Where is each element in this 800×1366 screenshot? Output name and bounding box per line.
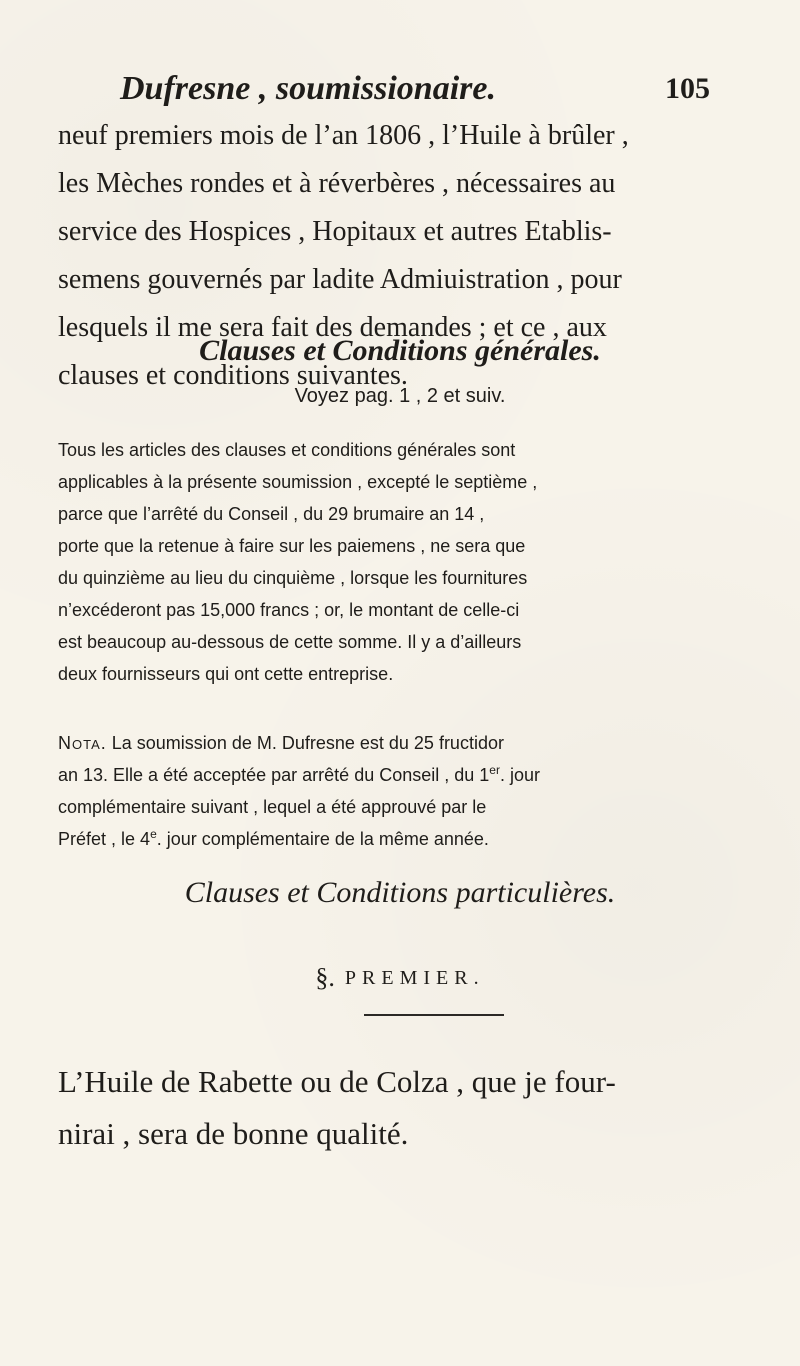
nota-text: Préfet , le 4 [58,829,151,849]
intro-line: clauses et conditions suivantes. [58,360,408,391]
intro-line: semens gouvernés par ladite Admiuistration , pour [58,264,622,295]
general-line: applicables à la présente soumission , excepté le septième , [58,472,538,492]
nota-line [58,823,744,855]
intro-line: service des Hospices , Hopitaux et autres Etablis- [58,216,612,247]
general-line: deux fournisseurs qui ont cette entreprise. [58,664,394,684]
particular-paragraph [58,1056,744,1160]
section-rule [364,1014,504,1016]
nota-line: complémentaire suivant , lequel a été approuvé par le [58,797,487,817]
intro-line: neuf premiers mois de l’an 1806 , l’Huile à brûler , [58,120,629,151]
particular-line: L’Huile de Rabette ou de Colza , que je four- [58,1064,616,1099]
nota-line [58,759,744,791]
nota-text: an 13. Elle a été acceptée par arrêté du Conseil , du 1 [58,765,490,785]
general-clauses-heading: Clauses et Conditions générales. [199,334,601,367]
page-reference: Voyez pag. 1 , 2 et suiv. [294,385,506,407]
nota-line [58,727,744,759]
running-head-title: Dufresne , soumissionaire. [120,70,496,107]
nota-text: La soumission de M. Dufresne est du 25 fructidor [106,733,504,753]
page-number: 105 [665,72,710,105]
nota-label: Nota. [58,733,107,753]
section-label: PREMIER. [344,967,485,989]
particular-line: nirai , sera de bonne qualité. [58,1116,409,1151]
general-line: du quinzième au lieu du cinquième , lorsque les fournitures [58,568,528,588]
intro-line: les Mèches rondes et à réverbères , nécessaires au [58,168,616,199]
general-line: Tous les articles des clauses et conditions générales sont [58,440,516,460]
general-line: n’excéderont pas 15,000 francs ; or, le montant de celle-ci [58,600,520,620]
nota-text: . jour [499,765,540,785]
nota-text: . jour complémentaire de la même année. [156,829,489,849]
general-line: porte que la retenue à faire sur les paiemens , ne sera que [58,536,526,556]
nota-superscript: e [150,827,157,841]
intro-line: lesquels il me sera fait des demandes ; et ce , aux [58,312,607,343]
general-line: est beaucoup au-dessous de cette somme. Il y a d’ailleurs [58,632,522,652]
nota-paragraph [58,727,744,855]
general-line: parce que l’arrêté du Conseil , du 29 brumaire an 14 , [58,504,485,524]
running-head [120,66,710,112]
section-heading [0,963,800,993]
general-clauses-paragraph [58,434,744,690]
nota-superscript: er [489,763,500,777]
section-sign: §. [315,963,335,992]
particular-clauses-heading: Clauses et Conditions particulières. [184,876,616,909]
